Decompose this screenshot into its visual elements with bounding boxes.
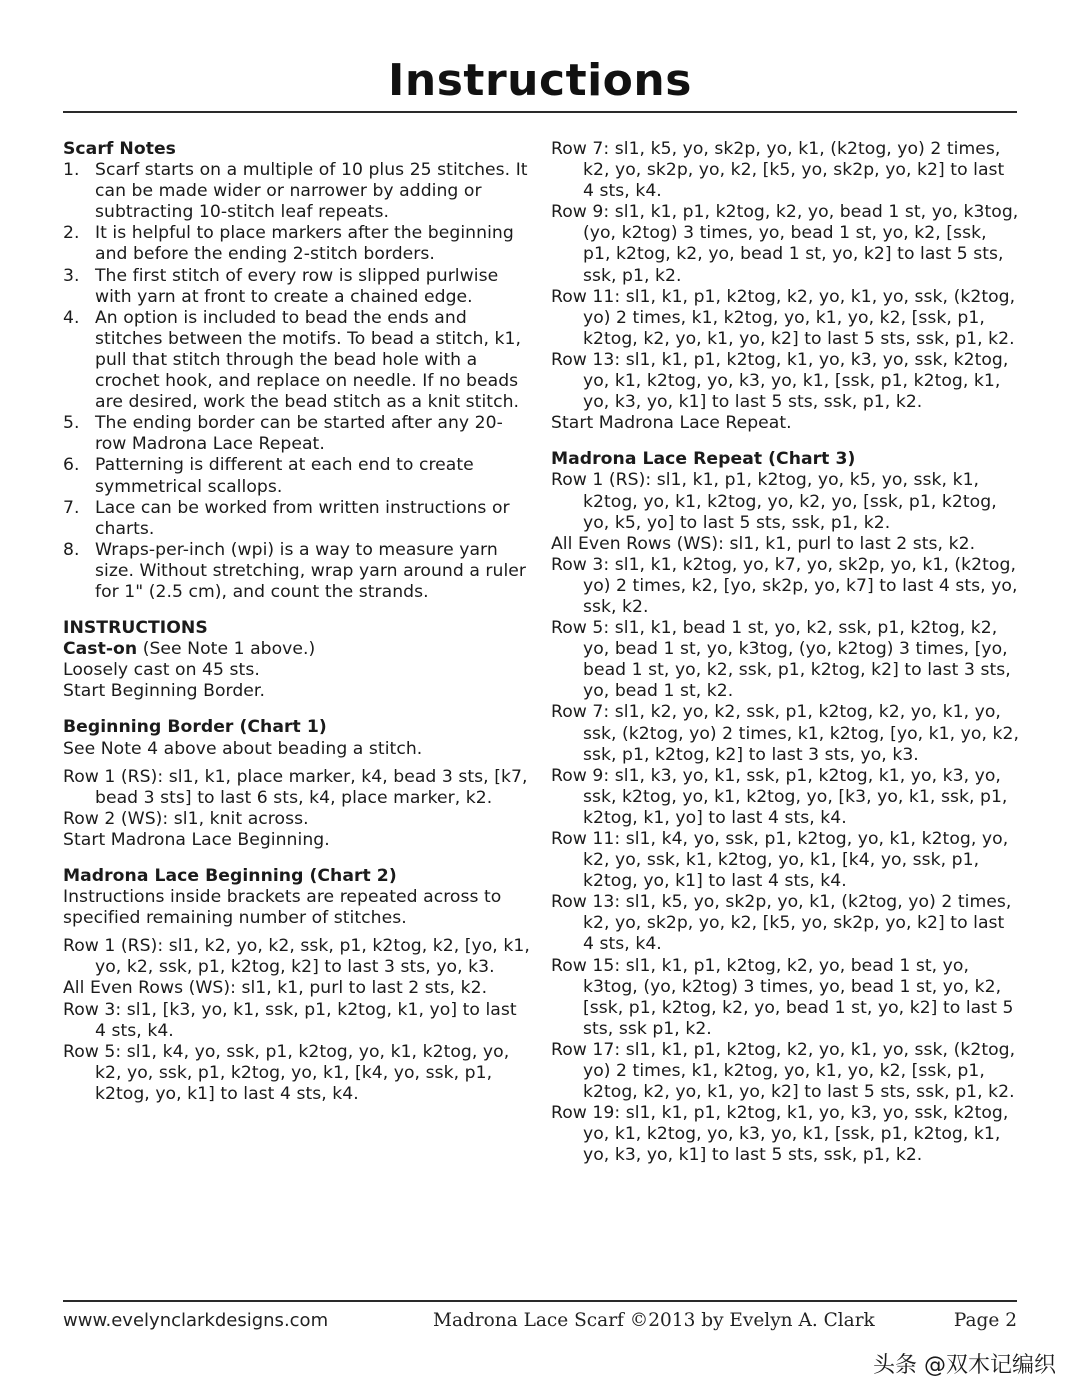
- left-column: [63, 139, 533, 1105]
- cast-on-label: Cast-on: [63, 639, 138, 660]
- pattern-row: Row 13: sl1, k5, yo, sk2p, yo, k1, (k2tog, yo) 2 times, k2, yo, sk2p, yo, k2, [k5, yo, sk2p, yo, k2] to last 4 sts, k4.: [551, 892, 1012, 955]
- cast-on-line: [63, 639, 533, 660]
- note-number: 3.: [63, 265, 80, 286]
- lace-beginning-rows-continued: [551, 139, 1019, 413]
- note-item: [63, 540, 533, 603]
- right-column: [551, 139, 1019, 1167]
- pattern-row: Row 11: sl1, k4, yo, ssk, p1, k2tog, yo, k1, k2tog, yo, k2, yo, ssk, k1, k2tog, yo, k1, [k4, yo, ssk, p1, k2tog, yo, k1] to last 4 sts, k4.: [551, 829, 1009, 892]
- note-text: It is helpful to place markers after the beginning and before the ending 2-stitch borders.: [95, 223, 514, 265]
- note-item: [63, 266, 533, 308]
- source-watermark: 头条 @双木记编织: [873, 1353, 1056, 1378]
- header-divider: [63, 111, 1017, 113]
- start-beginning-border: Start Beginning Border.: [63, 681, 265, 702]
- pattern-row: Row 3: sl1, [k3, yo, k1, ssk, p1, k2tog, k1, yo] to last 4 sts, k4.: [63, 999, 517, 1041]
- cast-on-note: (See Note 1 above.): [137, 639, 316, 660]
- instructions-heading: INSTRUCTIONS: [63, 618, 208, 639]
- beginning-border-heading: Beginning Border (Chart 1): [63, 717, 327, 738]
- start-lace-repeat: Start Madrona Lace Repeat.: [551, 413, 792, 434]
- note-text: Patterning is different at each end to create symmetrical scallops.: [95, 455, 474, 497]
- page-footer: [63, 1310, 1017, 1336]
- cast-on-text: Loosely cast on 45 sts.: [63, 660, 260, 681]
- note-item: [63, 455, 533, 497]
- note-number: 7.: [63, 497, 80, 518]
- note-number: 1.: [63, 160, 80, 181]
- pattern-row: Row 11: sl1, k1, p1, k2tog, k2, yo, k1, yo, ssk, (k2tog, yo) 2 times, k1, k2tog, yo, k1, yo, k2, [ssk, p1, k2tog, k2, yo, k1, yo, k2] to last 5 sts, ssk, p1, k2.: [551, 286, 1016, 349]
- lace-repeat-rows: [551, 470, 1019, 1166]
- pattern-row: Row 13: sl1, k1, p1, k2tog, k1, yo, k3, yo, ssk, k2tog, yo, k1, k2tog, yo, k3, yo, k1, [ssk, p1, k2tog, k1, yo, k3, yo, k1] to last 5 sts, ssk, p1, k2.: [551, 349, 1009, 413]
- pattern-row: Row 2 (WS): sl1, knit across.: [63, 808, 309, 829]
- website-link[interactable]: www.evelynclarkdesigns.com: [63, 1310, 329, 1331]
- pattern-row: Row 1 (RS): sl1, k2, yo, k2, ssk, p1, k2tog, k2, [yo, k1, yo, k2, ssk, p1, k2tog, k2] to last 3 sts, yo, k3.: [63, 936, 530, 978]
- pattern-row: Row 1 (RS): sl1, k1, place marker, k4, bead 3 sts, [k7, bead 3 sts] to last 6 sts, k4, place marker, k2.: [63, 766, 528, 808]
- pattern-row: Row 19: sl1, k1, p1, k2tog, k1, yo, k3, yo, ssk, k2tog, yo, k1, k2tog, yo, k3, yo, k1, [ssk, p1, k2tog, k1, yo, k3, yo, k1] to last 5 sts, ssk, p1, k2.: [551, 1103, 1009, 1166]
- page-title: Instructions: [388, 55, 692, 106]
- note-number: 2.: [63, 223, 80, 244]
- note-item: [63, 223, 533, 265]
- scarf-notes-heading: Scarf Notes: [63, 139, 176, 159]
- page-number: Page 2: [953, 1310, 1017, 1331]
- pattern-row: All Even Rows (WS): sl1, k1, purl to last 2 sts, k2.: [551, 533, 976, 554]
- note-number: 6.: [63, 455, 80, 476]
- note-item: [63, 413, 533, 455]
- note-text: The ending border can be started after any 20-row Madrona Lace Repeat.: [95, 413, 503, 455]
- scarf-notes-list: [63, 160, 533, 603]
- pattern-row: Row 3: sl1, k1, k2tog, yo, k7, yo, sk2p, yo, k1, (k2tog, yo) 2 times, k2, [yo, sk2p, yo, k7] to last 4 sts, yo, ssk, k2.: [551, 554, 1018, 617]
- pattern-row: Row 1 (RS): sl1, k1, p1, k2tog, yo, k5, yo, ssk, k1, k2tog, yo, k1, k2tog, yo, k2, yo, [ssk, p1, k2tog, yo, k5, yo] to last 5 sts, ssk, p1, k2.: [551, 470, 997, 533]
- lace-repeat-heading: Madrona Lace Repeat (Chart 3): [551, 449, 856, 470]
- beginning-border-note: See Note 4 above about beading a stitch.: [63, 738, 423, 759]
- pattern-row: Row 9: sl1, k1, p1, k2tog, k2, yo, bead 1 st, yo, k3tog, (yo, k2tog) 3 times, yo, bead 1 st, yo, k2, [ssk, p1, k2tog, k2, yo, bead 1 st, yo, k2] to last 5 sts, ssk, p1, k2.: [551, 202, 1019, 286]
- pattern-row: Row 5: sl1, k4, yo, ssk, p1, k2tog, yo, k1, k2tog, yo, k2, yo, ssk, p1, k2tog, yo, k1, [k4, yo, ssk, p1, k2tog, yo, k1] to last 4 sts, k4.: [63, 1041, 510, 1104]
- copyright-text: Madrona Lace Scarf ©2013 by Evelyn A. Clark: [433, 1310, 875, 1331]
- pattern-row: Row 9: sl1, k3, yo, k1, ssk, p1, k2tog, k1, yo, k3, yo, ssk, k2tog, yo, k1, k2tog, yo, [k3, yo, k1, ssk, p1, k2tog, k1, yo] to last 4 sts, k4.: [551, 765, 1008, 828]
- note-item: [63, 308, 533, 413]
- lace-beginning-rows: [63, 936, 533, 1105]
- lace-beginning-note: Instructions inside brackets are repeated across to specified remaining number of stitches.: [63, 887, 502, 929]
- lace-beginning-heading: Madrona Lace Beginning (Chart 2): [63, 866, 397, 886]
- note-number: 5.: [63, 413, 80, 434]
- footer-divider: [63, 1300, 1017, 1302]
- note-text: The first stitch of every row is slipped purlwise with yarn at front to create a chained edge.: [95, 265, 499, 307]
- beginning-border-rows: [63, 767, 533, 830]
- pattern-row: Row 7: sl1, k2, yo, k2, ssk, p1, k2tog, k2, yo, k1, yo, ssk, (k2tog, yo) 2 times, k1, k2tog, [yo, k1, yo, k2, ssk, p1, k2tog, k2] to last 3 sts, yo, k3.: [551, 702, 1019, 765]
- note-number: 8.: [63, 539, 80, 560]
- pattern-row: All Even Rows (WS): sl1, k1, purl to last 2 sts, k2.: [63, 978, 488, 999]
- note-text: An option is included to bead the ends and stitches between the motifs. To bead a stitch, k1, pull that stitch through the bead hole with a crochet hook, and replace on needle. If no beads are desired, work the bead stitch as a knit stitch.: [95, 307, 521, 413]
- note-item: [63, 160, 533, 223]
- note-item: [63, 498, 533, 540]
- pattern-row: Row 5: sl1, k1, bead 1 st, yo, k2, ssk, p1, k2tog, k2, yo, bead 1 st, yo, k3tog, (yo, k2tog) 3 times, [yo, bead 1 st, yo, k2, ssk, p1, k2tog, k2] to last 3 sts, yo, bead 1 st, k2.: [551, 618, 1011, 702]
- note-text: Scarf starts on a multiple of 10 plus 25 stitches. It can be made wider or narrower by adding or subtracting 10-stitch leaf repeats.: [95, 160, 528, 223]
- note-text: Wraps-per-inch (wpi) is a way to measure yarn size. Without stretching, wrap yarn around a ruler for 1" (2.5 cm), and count the strands.: [95, 539, 527, 602]
- note-text: Lace can be worked from written instructions or charts.: [95, 497, 510, 539]
- start-lace-beginning: Start Madrona Lace Beginning.: [63, 829, 330, 850]
- pattern-row: Row 17: sl1, k1, p1, k2tog, k2, yo, k1, yo, ssk, (k2tog, yo) 2 times, k1, k2tog, yo, k1, yo, k2, [ssk, p1, k2tog, k2, yo, k1, yo, k2] to last 5 sts, ssk, p1, k2.: [551, 1039, 1016, 1103]
- note-number: 4.: [63, 307, 80, 328]
- pattern-row: Row 15: sl1, k1, p1, k2tog, k2, yo, bead 1 st, yo, k3tog, (yo, k2tog) 3 times, yo, bead 1 st, yo, k2, [ssk, p1, k2tog, k2, yo, bead 1 st, yo, k2] to last 5 sts, ssk p1, k2.: [551, 955, 1014, 1039]
- pattern-row: Row 7: sl1, k5, yo, sk2p, yo, k1, (k2tog, yo) 2 times, k2, yo, sk2p, yo, k2, [k5, yo, sk2p, yo, k2] to last 4 sts, k4.: [551, 139, 1005, 202]
